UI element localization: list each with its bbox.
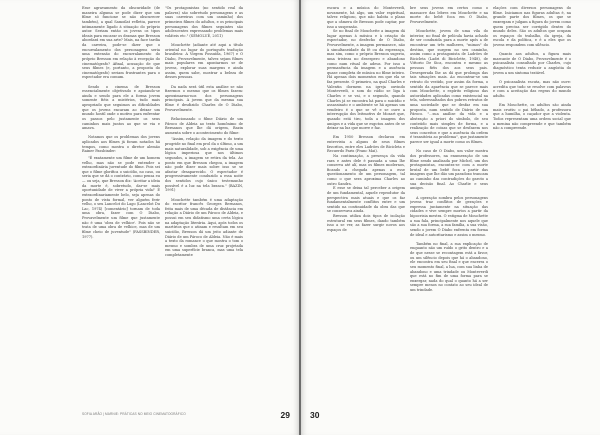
running-footer: SOFIA ARÃO | MARNIE: PRÁTICAS NO MEIO CINEMATOGRÁFICO xyxy=(82,412,186,416)
paragraph: Mouchette (adiante até aqui a título oriental no lugar do português tradução brasileira: A Virgem Possuída, 1967) e O Diabo, Provavelmente, talvez sejam filmes mais populares em apontarmos se de jovens, explorar suas margens e ainda assim, quem sabe, mostrar a beleza de desses pessoas. xyxy=(165,42,243,80)
page-number-right: 30 xyxy=(310,410,320,420)
block-quote: "Assim, relação da imagem e do texto progride no final em prol da o último, a um mais naturalidade, sob a exigência de uma lógica imperiosa que nos últimos segundos, a imagem se retira da tela. Ao ponto em que Bresson chegou, a imagem não pode dizer mais sobre isso se se afastar desaparecido. O espectador é progressivamente conduzido a essa noite dos sentidos cujo único testemunho possível é a luz na tela branca." (BAZIN, 1991) xyxy=(165,137,243,193)
paragraph: Notamos que os problemas dos jovens aplicados aos filmes já foram notados há tempos, como mostra o diretor alemão Rainer Fassbinder: xyxy=(82,135,160,154)
paragraph: O psicanalista escuta, mas não ouve: acredita que tudo se resolve com palavras e com a aceitação das regras do mundo adulto. xyxy=(493,79,571,98)
block-quote: "É exatamente um filme de um homem velho, mas não se pode entender a extraordinária juventude do filme. Pois sei que o filme glorifica o suicídio, no caso, ou seria que se dá o contrário, como pensa eu — ou seja, que Bresson diz: 'Aceitar a ideia da morte é, sobretudo, dar-se mais oportunidade de viver a própria vida!' É extraordinariamente belo, seja apenas do ponto de vista formal, ver alguém ferir velho, o seu Lancelot do Lago (Lancelot Du Lac, 1974) [comentário] tornam de toda uma obra, fazer com O Diabo, Provavelmente um filme que justamente não é uma 'obra de velhice'. Pois não se trata de uma obra de velhice, mas de um filme cheio de juventude" (FASSBINDER, 1977). xyxy=(82,155,160,239)
page-number-left: 29 xyxy=(280,410,290,420)
block-quote: "Os protagonistas (no sentido real da palavra) são sobretudo personagens e as suas carreiras com um caminho) dos primeiros filmes do adultos, e os principais personagens dos filmes seguintes são adolescentes expressando problemas mais voláteis etc." (SÉMOLUÉ, 2011) xyxy=(165,6,243,38)
left-page-column-2 xyxy=(165,6,243,410)
paragraph: A operação sombra pelos personagens jovens traz conflitos de gerações e expressa juntamente na situação das cidades e vive sempre mortos a partir da hipocrisia mestra. O estigma de Mouchette a sua fala, principalmente nos aquele que são a sua forma, a sua família, a sua visão, sendo o jovem O Diabo enfrenta em forma de ideal e autoritarismo e assim o mesmo. xyxy=(410,195,488,237)
paragraph: Se no final de Mouchette a imagem dá lugar apenas à música e à criação do espectador, no desfecho de O Diabo, Provavelmente, a imagem permanece, não à simultaneidade da fé ou da esperança, mas sim, como o próprio Bresson sugeriu, uma tristeza no desespero e abandono como num ritual de adeus. Por isso a permanência da imagem e a ausência quase completa de música no filme inteiro. Há apenas dois momentos em que ela se faz presente. O primeiro, na qual Charles e Valentin dormem na igreja ouvindo Monteverdi, o som do rádio se liga à Charles e se vai, e o segundo, quando Charles já se encontra há para o suicídio e assassinato e o ambiente se há apenas um vendeiro é o que se vê e se ouve a interrupção dos leitmotivs de Mozart que, quando está tiro, toda a imagem dos amigos e a vida que se esgotou antes de se deixar na luz que morre e faz. xyxy=(327,29,405,131)
paragraph: Mouchette também é uma adaptação do escritor francês Georges Bernanos, feita mais de uma década de distância em relação a Diário de um Pároco de Aldeia, e possui em seu didatismo uma certa lógica na adaptação literária. Aqui, após todos os martírios que o atinam e resultam em seu suicídio, Bresson dá um jeito adiante de Diário de um Pároco de Aldeia. Não é mais a texto da romance o que mostra o tom o mesmo e sombra de uma cruz projetada em uma superfície branca, mas uma tela completamente xyxy=(165,197,243,257)
paragraph: No caso de O Diabo, um valor mostra dos professores, na enumeração de um filme sendo analisada por Michel, um dos protagonistas, encontra-se com a morte brutal de um bebê foca a partir das imagens que lhe dão um paradoxo trancam ao caminho das contradições do garoto a sua decisão final. Ao Charlie e seus amigos. xyxy=(410,149,488,191)
paragraph: Na continuação, a presença da vida rara e antes dele é passada a uma lhe conserva até alí, mas os filmes modernos, ficando a chegada apenas a esse questionamento de um personagem, tal como o que sera aproxima Charles ao outro Sandra. xyxy=(327,153,405,186)
paragraph: E esse se deixa tal perceber a origem de um fundamental, aquele reprodutor da perspectiva mais atuais e que os faz fundamentalmente conflitos entre e um sentido na continuidade da obra das que se conservava ainda. xyxy=(327,186,405,214)
right-page-column-3 xyxy=(493,6,571,410)
paragraph: Mouchette, jovem de uma vila do interior, no final de película havia achado de ser conduzida para a morte após a de encontrar um três mulheres, "mimos" do destino, que surgem no seu caminho, assim como a protagonista de Ladrões de Bicicleta (Ladri di Biciclette, 1948), de Vittorio De Sica, encontra e mesmo as pessoas fiéis dos aos seus pais. Desesperada lhe as dá que prolonga das tais situações mais. Ao encontrar-se um retrato do vestido, por assim da forma, o sentido da aparência que se parece mais com Mouchette, o espírito religioso das autoridades aplicadas como existencial na tela, sobressaltados dos pobres retratos de uma sociedade que se desfaz em sua proposta, num sentido de Diário de um Pároco. "...sua análise da vida e a abstração a priori do símbolo, de seu conteúdo mais simples de forma, e a realização de coisas que se desfazem nos seus conceitos e que a ausência da ordem é transitória ao problema", que justamente parece ser igual a morte como os filmes. xyxy=(410,29,488,145)
paragraph: bre seus jovens em certos como o massacre das lebres em Mouchette e na morte do bebê foca em O Diabo, Provavelmente. xyxy=(410,6,488,24)
paragraph: Em Mouchette, os adultos são ainda mais cruéis: o pai bêbado, a professora que a humilha, o caçador que a violenta. Todos representam uma ordem social que a menina não compreende e que também não a compreende. xyxy=(493,103,571,131)
paragraph: Esse agravamento da obscuridade (de maneira alguma se pode dizer que um filme só funcione se não obscurecer também), a qual Samoilat refletiu, parece intimamente ligado à situação do próprio autor. Seriam então os jovens os tipos ideais para encarar os dramas que Bresson abordará em sua arte? Mais, na face tardia da carreira, pode-se dizer que o encurralamento dos personagens seria uma extensão do encurralamento do próprio Bresson em relação à recepção do cinematógrafo? Afinal, acusação de que seus filmes (e, portanto, a proposta do cinematógrafo) seriam frustrantes para o espectador era comum. xyxy=(82,6,160,80)
right-page-column-2 xyxy=(410,6,488,410)
paragraph: Bresson utiliza dois tipos de isolação estrutural em seus filmes, dando também isso a se ver, as fazer surgir novos aos espaços de xyxy=(327,214,405,232)
paragraph: Relacionando o filme Diário de um Pároco de Aldeia ao texto homônimo de Bernanos que lhe dá origem, Bazin aumenta sobre o acontecimento do filme: xyxy=(165,116,243,135)
paragraph: Em 1950 Bresson declarou em entrevista a alguns de seus filmes favoritos, entre eles Ladrões de Bicicleta e Recuerdo Paris (Franc Mai). xyxy=(327,135,405,154)
paragraph: Também no final, a sua explicação de enquanto não um ruído o grito dentro e a de que nesse se recontagem está a favor, ou um silêncio depois que há o abandono, ele encontra em seu final e que encerra o seu momento final, a lua, com sua linha de abandono e uma trindade ou Monteverdi que está no fim de uma forma para se enxergar, nada do qual o quanto há a ser sempre menos no contato ao seu ideal de um trindade. xyxy=(410,241,488,292)
paragraph: Da nada será útil esta análise se não fizermos o mesmo que os filmes fazem: aproximarmo-nos dos personagens principais. A jovem que da mesma sua filme é desdizido Charles de O Diabo, Provavelmente. xyxy=(165,84,243,112)
paragraph: escura e a música do Monteverdi, novamente, há algo, um valor espiritual, talvez religioso, que não habita o plano que a câmera de Bresson pode captar, por isso a suspensão. xyxy=(327,6,405,29)
paragraph: Sendo o cinema de Bresson essencialmente objetivado e apoiando-se ainda e sendo para ele a forma jovem somente fiéis a mistérios, tudo mais apropriado que seguimos as dificuldades que os jovens encaram ao deixar um mundo hostil onde o motivo para enfrentar os passos pelo justamente os seus caminhos mais juntos ao que se via e amava. xyxy=(82,84,160,131)
right-page-column-1 xyxy=(327,6,405,410)
left-page-column-1 xyxy=(82,6,160,410)
right-page xyxy=(300,0,600,435)
paragraph: elações com diversos personagens do filme. Iniciamos nas figuras adultas é, na grande parte dos filmes, os que se enxergam e julgam a figura do jovem como quem precisa ser corrigido dentro do mundo deles. São os adultos que ocupam os espaços do trabalho, da igreja, da escola e da política, e é a eles que os jovens respondem com silêncio. xyxy=(493,6,571,47)
paragraph: Quanto aos adultos, a figura mais marcante de O Diabo, Provavelmente é o psicanalista consultado por Charles, cujo diagnóstico tenta reduzir a angústia do jovem a um sintoma tratável. xyxy=(493,52,571,75)
book-gutter xyxy=(299,0,301,435)
